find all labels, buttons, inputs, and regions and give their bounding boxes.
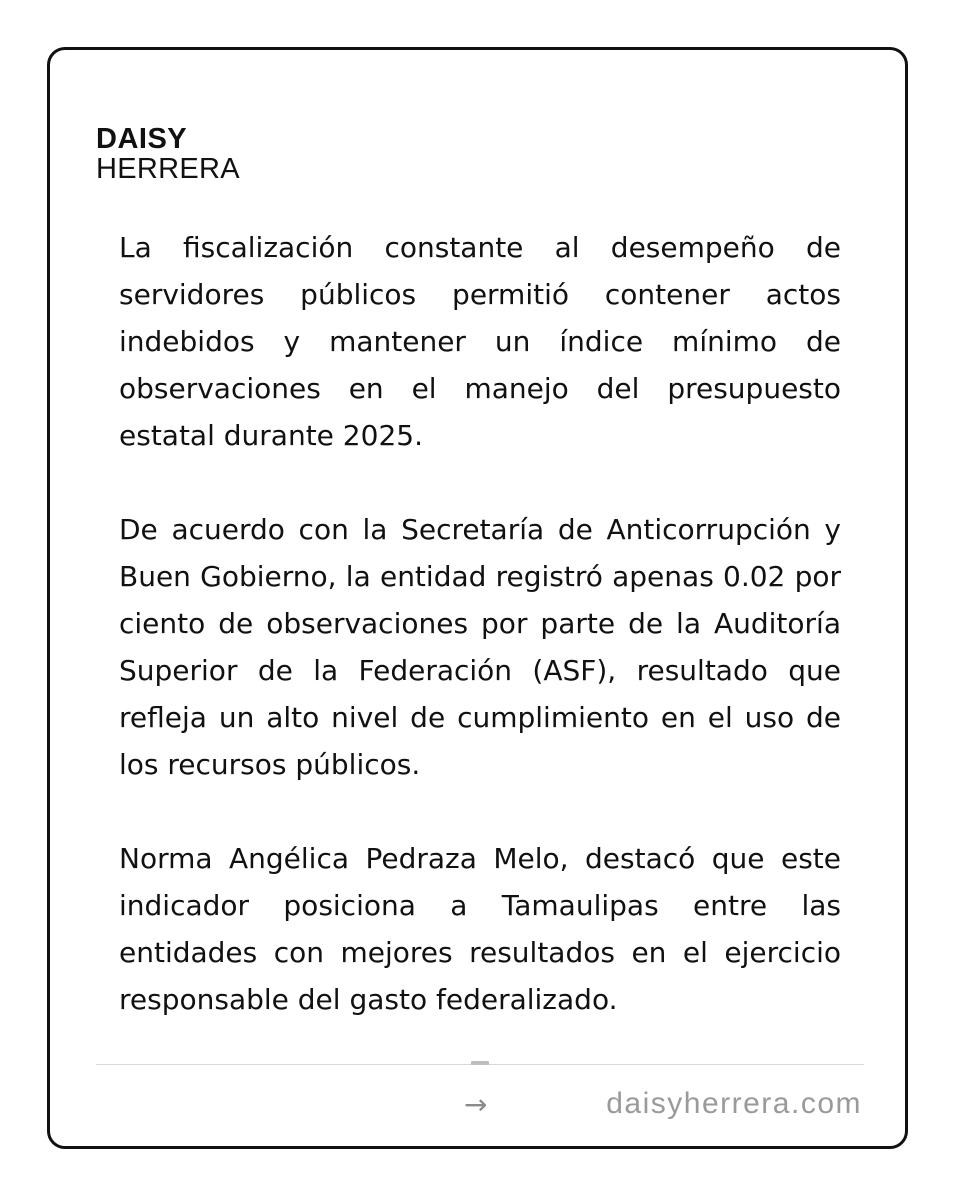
article-paragraph-1: La fiscalización constante al desempeño de servidores públicos permitió contener actos indebidos y mantener un índice mínimo de observaciones en el manejo del presupuesto estatal durante 2025. [119,231,841,452]
article-paragraph-3: Norma Angélica Pedraza Melo, destacó que este indicador posiciona a Tamaulipas entre las entidades con mejores resultados en el ejercicio responsable del gasto federalizado. [119,842,841,1016]
author-first-name: DAISY [96,123,188,155]
article-paragraph-2: De acuerdo con la Secretaría de Anticorrupción y Buen Gobierno, la entidad registró apenas 0.02 por ciento de observaciones por parte de la Auditoría Superior de la Federación (ASF), resultado que refleja un alto nivel de cumplimiento en el uso de los recursos públicos. [119,513,841,781]
author-brand [96,124,240,184]
right-arrow-icon[interactable]: → [464,1088,488,1121]
article-body [119,224,841,1066]
website-link[interactable]: daisyherrera.com [606,1087,862,1120]
author-last-name: HERRERA [96,153,240,185]
divider-mark [471,1061,489,1065]
